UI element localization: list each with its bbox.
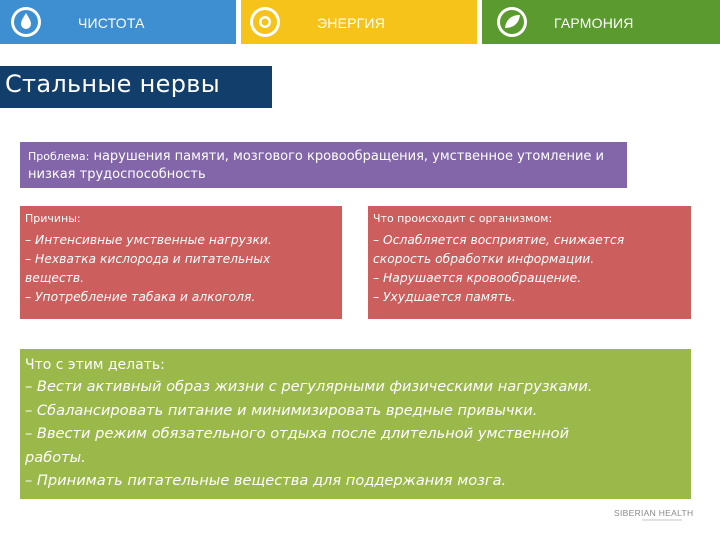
effects-line: скорость обработки информации. [373,252,595,266]
svg-text:SIBERIAN HEALTH: SIBERIAN HEALTH [614,508,694,518]
tab-garmoniya[interactable] [482,0,720,44]
tab-label: ГАРМОНИЯ [554,15,634,31]
sun-icon [249,6,281,38]
todo-line: – Ввести режим обязательного отдыха после длительной умственной [25,425,570,442]
problem-box [20,142,627,188]
effects-heading: Что происходит с организмом: [373,212,553,225]
tab-chistota[interactable] [0,0,236,44]
todo-line: – Сбалансировать питание и минимизировать вредные привычки. [25,401,538,419]
todo-heading: Что с этим делать: [25,357,165,373]
effects-line: – Ослабляется восприятие, снижается [373,233,625,247]
causes-line: веществ. [25,271,85,285]
effects-box [368,206,691,319]
page-title: Стальные нервы [0,66,272,108]
causes-heading: Причины: [25,212,81,225]
causes-line: – Нехватка кислорода и питательных [25,252,271,266]
effects-line: – Нарушается кровообращение. [373,271,582,285]
tab-energiya[interactable] [241,0,477,44]
todo-line: – Вести активный образ жизни с регулярными физическими нагрузками. [25,378,593,395]
causes-line: – Интенсивные умственные нагрузки. [25,233,272,247]
todo-line: – Принимать питательные вещества для поддержания мозга. [25,472,507,489]
todo-line: работы. [25,448,86,466]
effects-line: – Ухудшается память. [373,290,516,304]
problem-heading: Проблема: [28,150,90,163]
causes-box [20,206,342,319]
siberian-health-logo [612,506,704,524]
problem-text: нарушения памяти, мозгового кровообращения, умственное утомление и низкая трудоспособность [28,149,604,182]
causes-line: – Употребление табака и алкоголя. [25,290,256,304]
tab-label: ЭНЕРГИЯ [317,15,386,31]
todo-box [20,349,691,499]
leaf-icon [496,6,528,38]
water-drop-icon [10,6,42,38]
tab-label: ЧИСТОТА [78,15,145,31]
